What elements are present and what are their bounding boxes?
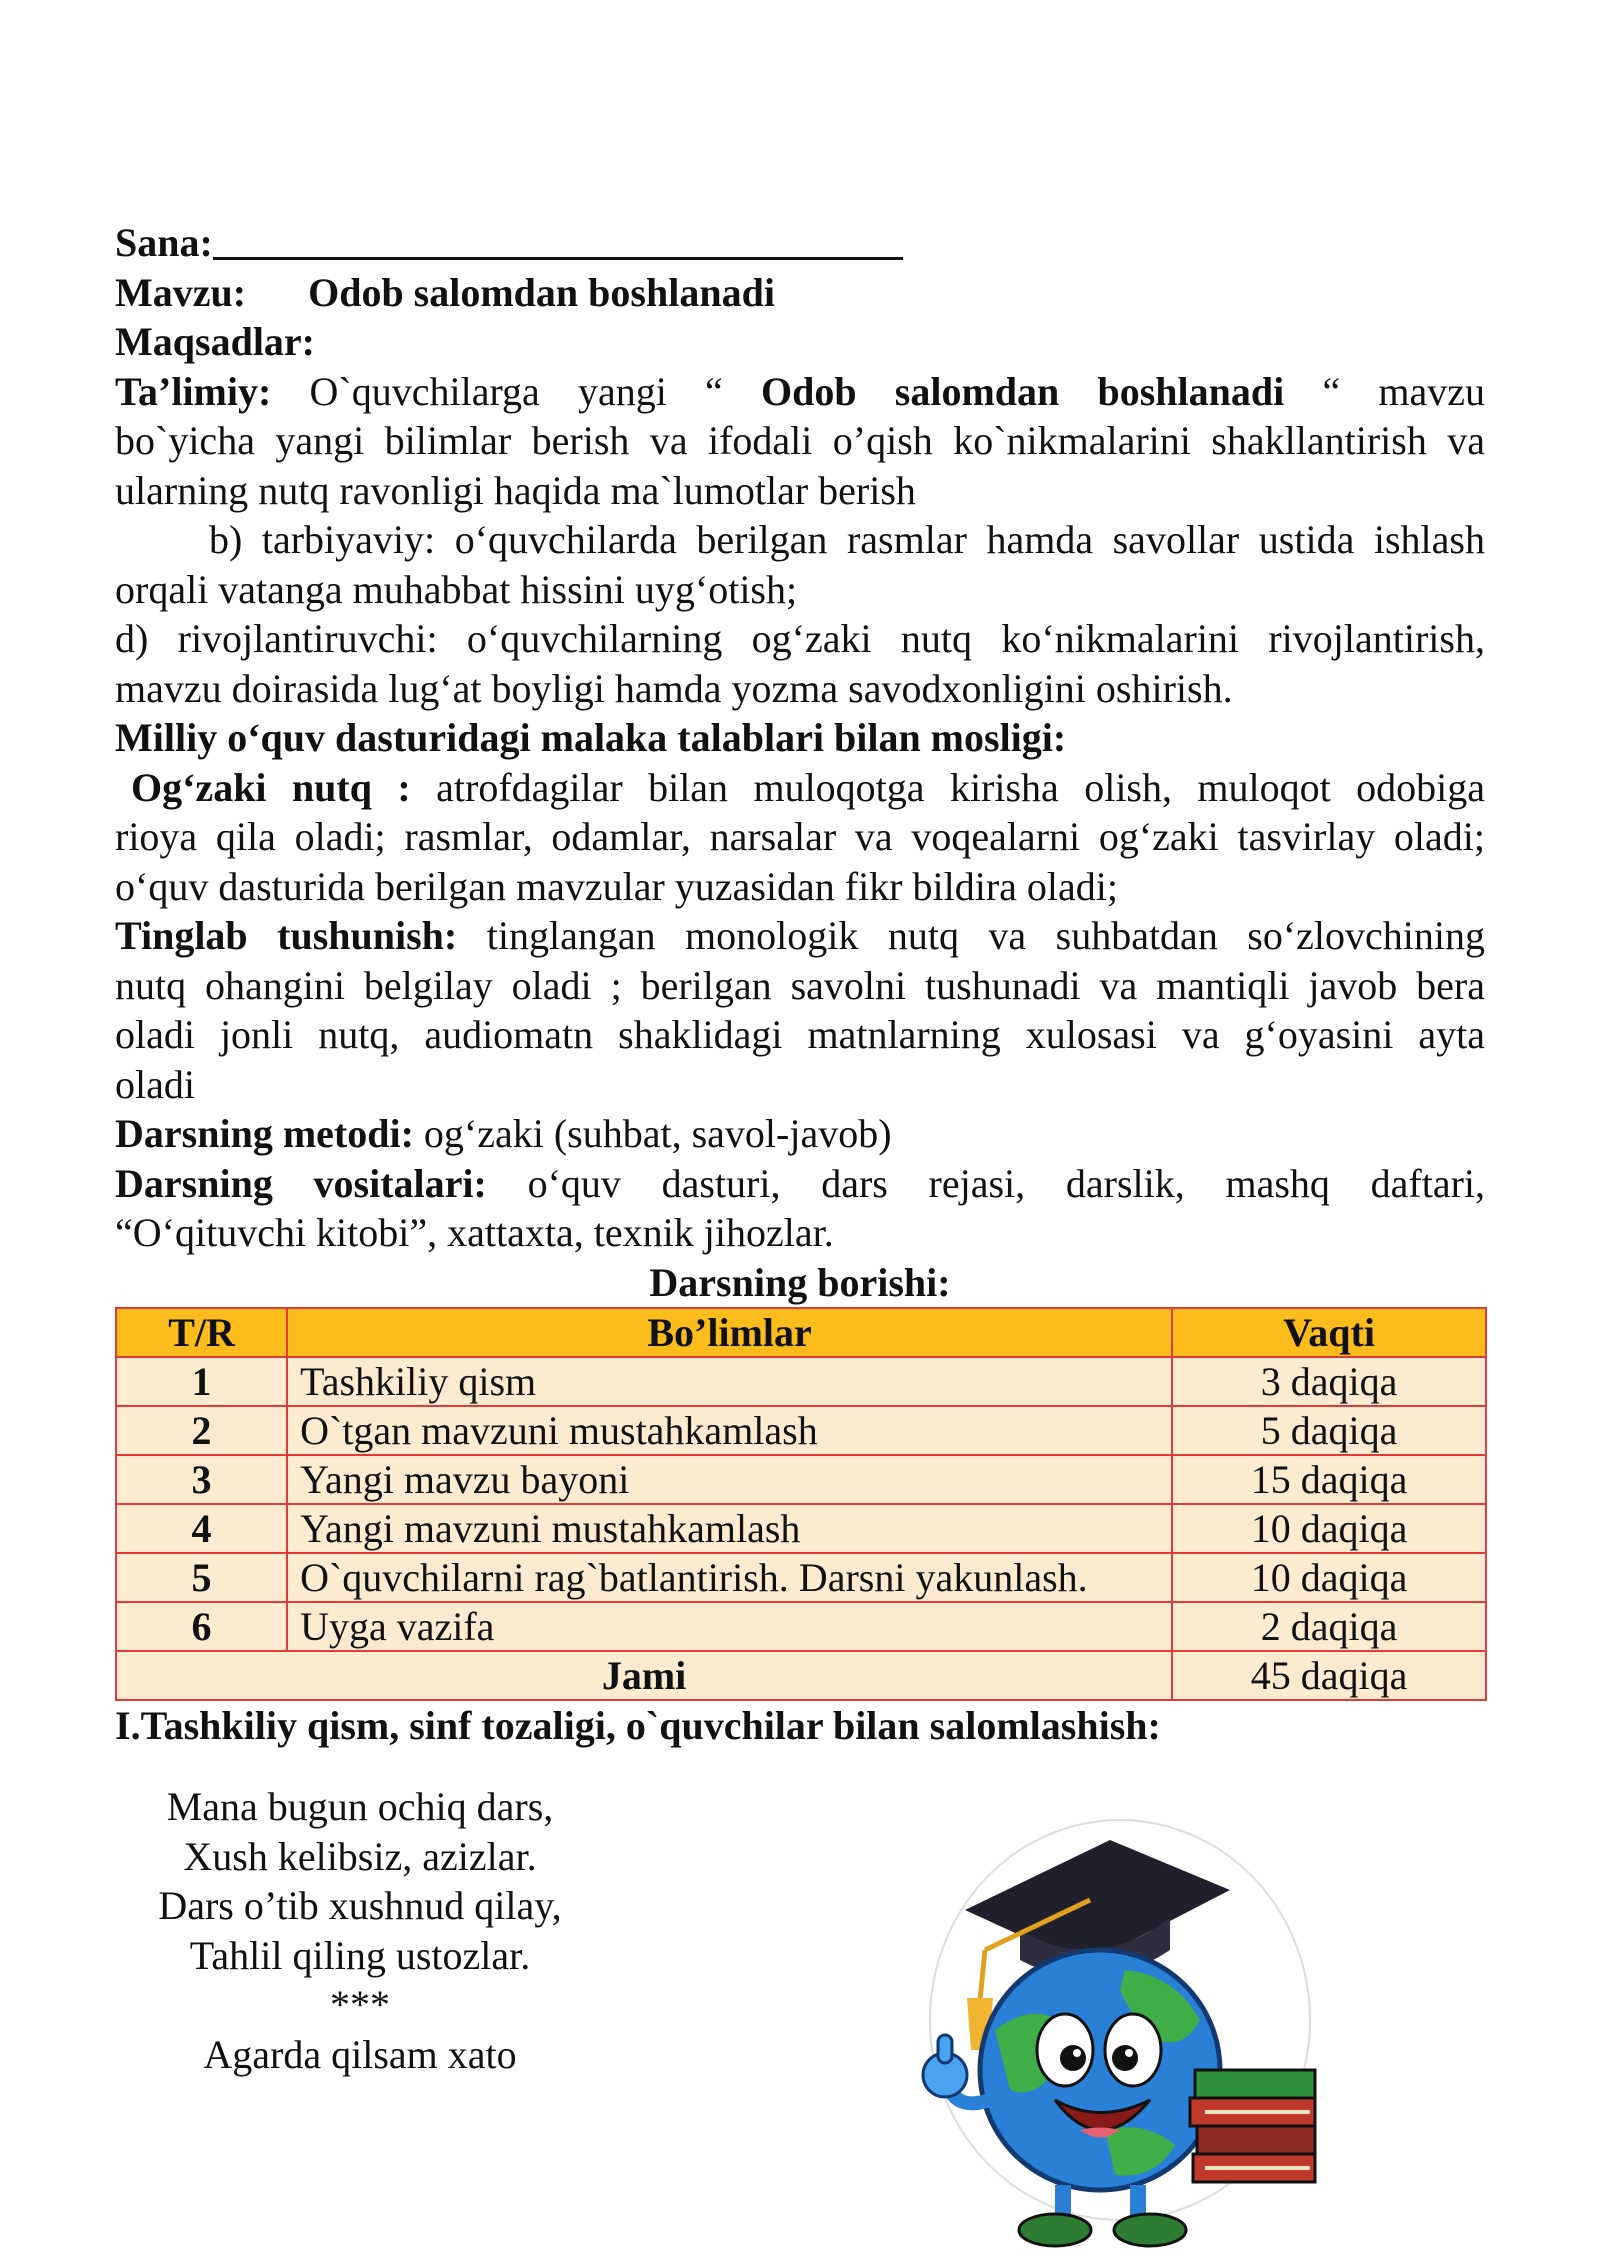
date-blank	[213, 221, 903, 260]
welcome-poem	[115, 1782, 605, 2079]
goals-label: Maqsadlar:	[115, 319, 315, 364]
date-label: Sana:	[115, 220, 213, 265]
tools-text-1: o‘quv dasturi, dars rejasi, darslik, mashq daftari,	[527, 1160, 1485, 1206]
row-num: 6	[116, 1602, 287, 1651]
talimiy-text-b: “ mavzu	[1322, 368, 1485, 414]
row-section: Yangi mavzu bayoni	[287, 1455, 1172, 1504]
talimiy-line-1	[115, 367, 1485, 417]
tarbiyaviy-line-2: orqali vatanga muhabbat hissini uyg‘otish;	[115, 566, 798, 612]
row-section: Uyga vazifa	[287, 1602, 1172, 1651]
method-line	[115, 1109, 1485, 1159]
rivoj-line-2: mavzu doirasida lug‘at boyligi hamda yozma savodxonligini oshirish.	[115, 665, 1233, 711]
tinglab-line-3: oladi jonli nutq, audiomatn shaklidagi matnlarning xulosasi va g‘oyasini ayta	[115, 1012, 1485, 1057]
tinglab-line-1	[115, 911, 1485, 961]
method-label: Darsning metodi:	[115, 1111, 414, 1156]
header-time: Vaqti	[1172, 1308, 1486, 1357]
poem-line: Agarda qilsam xato	[203, 2031, 517, 2077]
tinglab-line-2: nutq ohangini belgilay oladi ; berilgan savolni tushunadi va mantiqli javob bera	[115, 962, 1485, 1008]
total-time: 45 daqiqa	[1172, 1651, 1486, 1700]
poem-line: Mana bugun ochiq dars,	[166, 1784, 554, 1829]
tarbiyaviy-line-1: b) tarbiyaviy: o‘quvchilarda berilgan rasmlar hamda savollar ustida ishlash	[209, 517, 1485, 562]
row-num: 4	[116, 1504, 287, 1553]
tinglab-text-1: tinglangan monologik nutq va suhbatdan so‘zlovchining	[486, 913, 1486, 958]
globe-graduate-mascot-icon	[905, 1800, 1365, 2260]
talimiy-quote: “	[705, 368, 723, 414]
talimiy-line-2: bo`yicha yangi bilimlar berish va ifodali o’qish ko`nikmalarini shakllantirish va	[115, 418, 1485, 463]
row-section: O`tgan mavzuni mustahkamlash	[287, 1406, 1172, 1455]
lesson-plan-document	[115, 218, 1485, 1751]
lesson-flow-title: Darsning borishi:	[649, 1259, 951, 1305]
row-num: 5	[116, 1553, 287, 1602]
ogzaki-line-1	[115, 763, 1485, 813]
header-num: T/R	[116, 1308, 287, 1357]
lesson-plan-table	[115, 1307, 1487, 1701]
standards-heading: Milliy o‘quv dasturidagi malaka talablari bilan mosligi:	[115, 715, 1067, 760]
poem-line: Xush kelibsiz, azizlar.	[183, 1833, 537, 1879]
ogzaki-text-1: atrofdagilar bilan muloqotga kirisha olish, muloqot odobiga	[436, 764, 1485, 810]
total-label: Jami	[116, 1651, 1172, 1700]
table-row	[116, 1602, 1486, 1651]
row-num: 3	[116, 1455, 287, 1504]
tools-line-1	[115, 1159, 1485, 1209]
date-line	[115, 218, 1485, 268]
ogzaki-label: Og‘zaki nutq :	[131, 764, 411, 810]
table-row	[116, 1406, 1486, 1455]
topic-title: Odob salomdan boshlanadi	[308, 269, 775, 315]
poem-line: Tahlil qiling ustozlar.	[189, 1932, 531, 1978]
poem-line: Dars o’tib xushnud qilay,	[158, 1883, 562, 1928]
row-time: 3 daqiqa	[1172, 1357, 1486, 1406]
table-total-row	[116, 1651, 1486, 1700]
talimiy-text-a: O`quvchilarga yangi	[309, 368, 667, 414]
header-section: Bo’limlar	[287, 1308, 1172, 1357]
poem-separator: ***	[330, 1982, 390, 2027]
talimiy-label: Ta’limiy:	[115, 368, 272, 414]
tinglab-label: Tinglab tushunish:	[115, 913, 458, 958]
row-section: Yangi mavzuni mustahkamlash	[287, 1504, 1172, 1553]
table-row	[116, 1357, 1486, 1406]
row-time: 10 daqiqa	[1172, 1553, 1486, 1602]
row-time: 5 daqiqa	[1172, 1406, 1486, 1455]
topic-label: Mavzu:	[115, 269, 247, 315]
row-num: 2	[116, 1406, 287, 1455]
talimiy-line-3: ularning nutq ravonligi haqida ma`lumotlar berish	[115, 467, 916, 513]
table-row	[116, 1553, 1486, 1602]
method-value: og‘zaki (suhbat, savol-javob)	[423, 1111, 892, 1156]
rivoj-line-1: d) rivojlantiruvchi: o‘quvchilarning og‘zaki nutq ko‘nikmalarini rivojlantirish,	[115, 616, 1485, 661]
row-section: O`quvchilarni rag`batlantirish. Darsni yakunlash.	[287, 1553, 1172, 1602]
table-row	[116, 1504, 1486, 1553]
table-row	[116, 1455, 1486, 1504]
row-num: 1	[116, 1357, 287, 1406]
row-section: Tashkiliy qism	[287, 1357, 1172, 1406]
row-time: 2 daqiqa	[1172, 1602, 1486, 1651]
ogzaki-line-3: o‘quv dasturida berilgan mavzular yuzasidan fikr bildira oladi;	[115, 863, 1119, 909]
ogzaki-line-2: rioya qila oladi; rasmlar, odamlar, narsalar va voqealarni og‘zaki tasvirlay oladi;	[115, 814, 1485, 859]
talimiy-topic: Odob salomdan boshlanadi	[761, 368, 1285, 414]
topic-line	[115, 268, 1485, 318]
tools-label: Darsning vositalari:	[115, 1160, 487, 1206]
tools-line-2: “O‘qituvchi kitobi”, xattaxta, texnik jihozlar.	[115, 1210, 834, 1255]
tinglab-line-4: oladi	[115, 1061, 195, 1107]
part1-heading: I.Tashkiliy qism, sinf tozaligi, o`quvchilar bilan salomlashish:	[115, 1703, 1161, 1748]
row-time: 10 daqiqa	[1172, 1504, 1486, 1553]
row-time: 15 daqiqa	[1172, 1455, 1486, 1504]
table-header-row	[116, 1308, 1486, 1357]
